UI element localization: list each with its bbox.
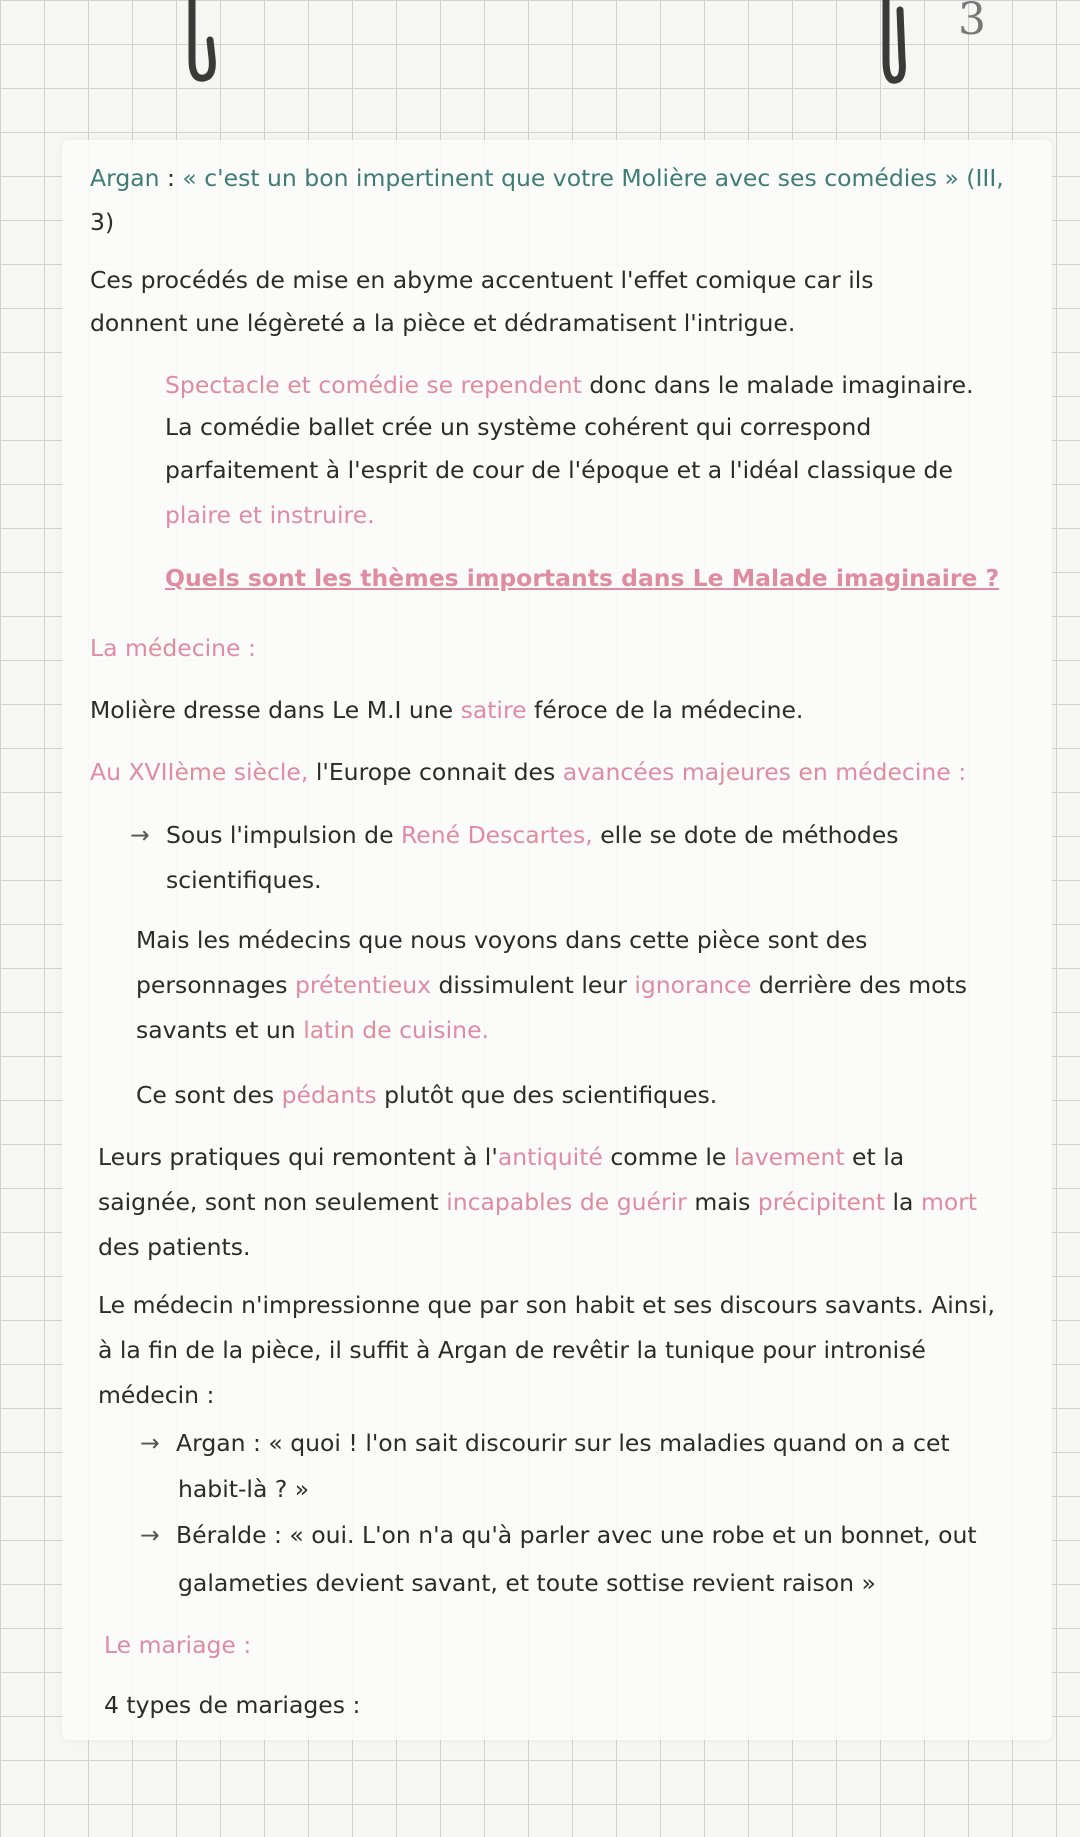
page-number: 3 <box>958 0 986 45</box>
paragraph-line: plaire et instruire. <box>165 501 375 529</box>
paragraph-line: Mais les médecins que nous voyons dans cette pièce sont des <box>136 926 868 954</box>
bullet-line-cont: habit-là ? » <box>178 1475 310 1503</box>
text: comme le <box>602 1143 734 1171</box>
highlight: lavement <box>733 1143 845 1171</box>
quote-text: « c'est un bon impertinent que votre Molière avec ses comédies » (III, <box>182 164 1004 192</box>
subheading-mariage: Le mariage : <box>104 1631 252 1659</box>
binder-ring-icon <box>184 0 218 90</box>
arrow-icon: → <box>130 821 150 849</box>
paragraph-line <box>136 1015 489 1045</box>
highlight: satire <box>460 696 527 724</box>
highlight: incapables de guérir <box>446 1188 687 1216</box>
bullet-line-cont: galameties devient savant, et toute sottise revient raison » <box>178 1569 876 1597</box>
highlight: antiquité <box>497 1143 603 1171</box>
text: l'Europe connait des <box>308 758 563 786</box>
highlight: mort <box>920 1188 978 1216</box>
highlight: Au XVIIème siècle, <box>90 758 309 786</box>
paragraph-line <box>136 970 967 1000</box>
text: Molière dresse dans Le M.I une <box>90 696 461 724</box>
highlight: Spectacle et comédie se rependent <box>165 371 582 399</box>
arrow-icon: → <box>140 1521 160 1549</box>
quote-line <box>90 163 1004 193</box>
paragraph-line: Ces procédés de mise en abyme accentuent l'effet comique car ils <box>90 266 874 294</box>
text: féroce de la médecine. <box>526 696 804 724</box>
paragraph-line <box>90 757 966 787</box>
text: dissimulent leur <box>431 971 635 999</box>
text: donc dans le malade imaginaire. <box>581 371 974 399</box>
paragraph-line: des patients. <box>98 1233 251 1261</box>
paragraph-line: La comédie ballet crée un système cohérent qui correspond <box>165 413 872 441</box>
text: Argan : « quoi ! l'on sait discourir sur les maladies quand on a cet <box>176 1429 950 1457</box>
bullet-line <box>140 1520 977 1550</box>
paragraph-line <box>165 370 974 400</box>
highlight: René Descartes, <box>401 821 593 849</box>
paragraph-line <box>136 1080 717 1110</box>
speaker: Argan <box>90 164 160 192</box>
paragraph-line: Le médecin n'impressionne que par son habit et ses discours savants. Ainsi, <box>98 1291 995 1319</box>
paragraph-line <box>90 695 803 725</box>
highlight: avancées majeures en médecine : <box>562 758 967 786</box>
text: mais <box>686 1188 758 1216</box>
text: Béralde : « oui. L'on n'a qu'à parler avec une robe et un bonnet, out <box>176 1521 977 1549</box>
bullet-line <box>130 820 899 850</box>
highlight: précipitent <box>757 1188 886 1216</box>
quote-line-end: 3) <box>90 208 115 236</box>
text: elle se dote de méthodes <box>592 821 899 849</box>
arrow-icon: → <box>140 1429 160 1457</box>
section-heading: Quels sont les thèmes importants dans Le Malade imaginaire ? <box>165 564 1000 592</box>
highlight: pédants <box>281 1081 377 1109</box>
paragraph-line: à la fin de la pièce, il suffit à Argan de revêtir la tunique pour intronisé <box>98 1336 926 1364</box>
text: Sous l'impulsion de <box>166 821 402 849</box>
highlight: prétentieux <box>294 971 432 999</box>
text: Ce sont des <box>136 1081 282 1109</box>
paragraph-line <box>98 1187 977 1217</box>
bullet-line-cont: scientifiques. <box>166 866 322 894</box>
text: plutôt que des scientifiques. <box>376 1081 718 1109</box>
paragraph-line: 4 types de mariages : <box>104 1691 361 1719</box>
highlight: ignorance <box>634 971 752 999</box>
paragraph-line: médecin : <box>98 1381 215 1409</box>
text: saignée, sont non seulement <box>98 1188 447 1216</box>
text: personnages <box>136 971 295 999</box>
paragraph-line: parfaitement à l'esprit de cour de l'époque et a l'idéal classique de <box>165 456 953 484</box>
text: derrière des mots <box>751 971 968 999</box>
paragraph-line: donnent une légèreté a la pièce et dédramatisent l'intrigue. <box>90 309 796 337</box>
paragraph-line <box>98 1142 904 1172</box>
bullet-line <box>140 1428 950 1458</box>
text: et la <box>844 1143 905 1171</box>
separator: : <box>159 164 183 192</box>
text: savants et un <box>136 1016 304 1044</box>
subheading-medecine: La médecine : <box>90 634 256 662</box>
highlight: latin de cuisine. <box>303 1016 490 1044</box>
text: Leurs pratiques qui remontent à l' <box>98 1143 498 1171</box>
binder-ring-icon <box>876 0 910 90</box>
text: la <box>885 1188 921 1216</box>
